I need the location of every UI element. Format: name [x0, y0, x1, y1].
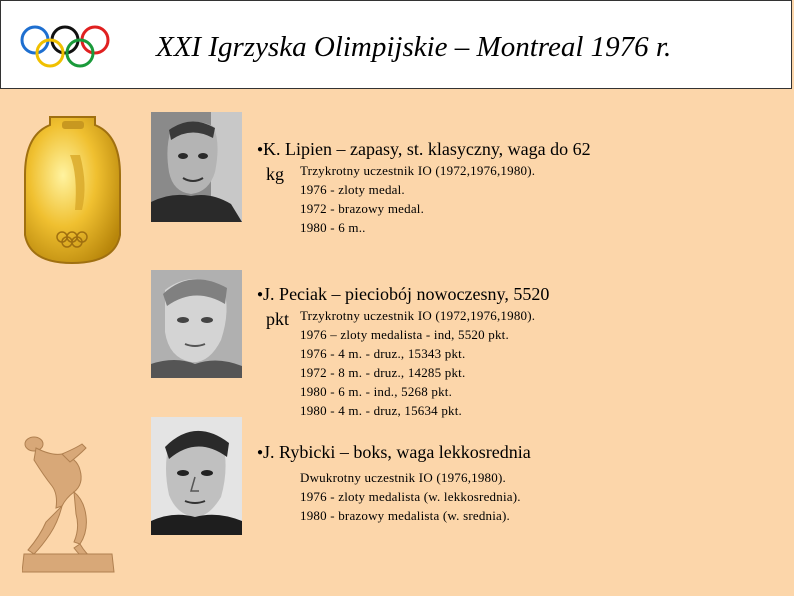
- athlete-notes: [300, 161, 657, 237]
- note-line: 1980 - 6 m..: [300, 220, 366, 235]
- athlete-heading-tail: pkt: [266, 309, 290, 329]
- header-bar: [0, 0, 792, 89]
- note-line: 1976 – zloty medalista - ind, 5520 pkt.: [300, 327, 509, 342]
- page-title: XXI Igrzyska Olimpijskie – Montreal 1976 r.: [156, 31, 672, 63]
- note-line: Dwukrotny uczestnik IO (1976,1980).: [300, 470, 506, 485]
- note-line: 1976 - zloty medal.: [300, 182, 405, 197]
- athlete-photo-rybicki: [151, 417, 242, 535]
- athlete-entry-lipien: [257, 137, 657, 237]
- athlete-photo-peciak: [151, 270, 242, 378]
- note-line: 1980 - brazowy medalista (w. srednia).: [300, 508, 510, 523]
- athlete-heading-tail: kg: [266, 164, 284, 184]
- athlete-entry-peciak: [257, 282, 657, 420]
- athlete-notes: [300, 306, 657, 420]
- note-line: 1972 - brazowy medal.: [300, 201, 425, 216]
- note-line: Trzykrotny uczestnik IO (1972,1976,1980).: [300, 163, 536, 178]
- bullet-icon: ●: [257, 447, 264, 458]
- note-line: 1976 - zloty medalista (w. lekkosrednia).: [300, 489, 521, 504]
- note-line: Trzykrotny uczestnik IO (1972,1976,1980).: [300, 308, 536, 323]
- athlete-entry-rybicki: [257, 440, 657, 525]
- note-line: 1972 - 8 m. - druz., 14285 pkt.: [300, 365, 466, 380]
- bullet-icon: ●: [257, 289, 264, 300]
- note-line: 1976 - 4 m. - druz., 15343 pkt.: [300, 346, 466, 361]
- athlete-heading-text: J. Peciak – pieciobój nowoczesny, 5520: [263, 284, 550, 304]
- olympic-rings-icon: [17, 23, 117, 71]
- gold-medal-image: [20, 115, 125, 265]
- athlete-heading: [257, 440, 657, 468]
- note-line: 1980 - 6 m. - ind., 5268 pkt.: [300, 384, 453, 399]
- bullet-icon: ●: [257, 144, 264, 155]
- note-line: 1980 - 4 m. - druz, 15634 pkt.: [300, 403, 462, 418]
- athlete-notes: [300, 468, 657, 525]
- athlete-photo-lipien: [151, 112, 242, 222]
- athlete-heading-text: K. Lipien – zapasy, st. klasyczny, waga do 62: [263, 139, 591, 159]
- athlete-heading-text: J. Rybicki – boks, waga lekkosrednia: [263, 442, 531, 462]
- discobolus-statue-image: [22, 436, 117, 576]
